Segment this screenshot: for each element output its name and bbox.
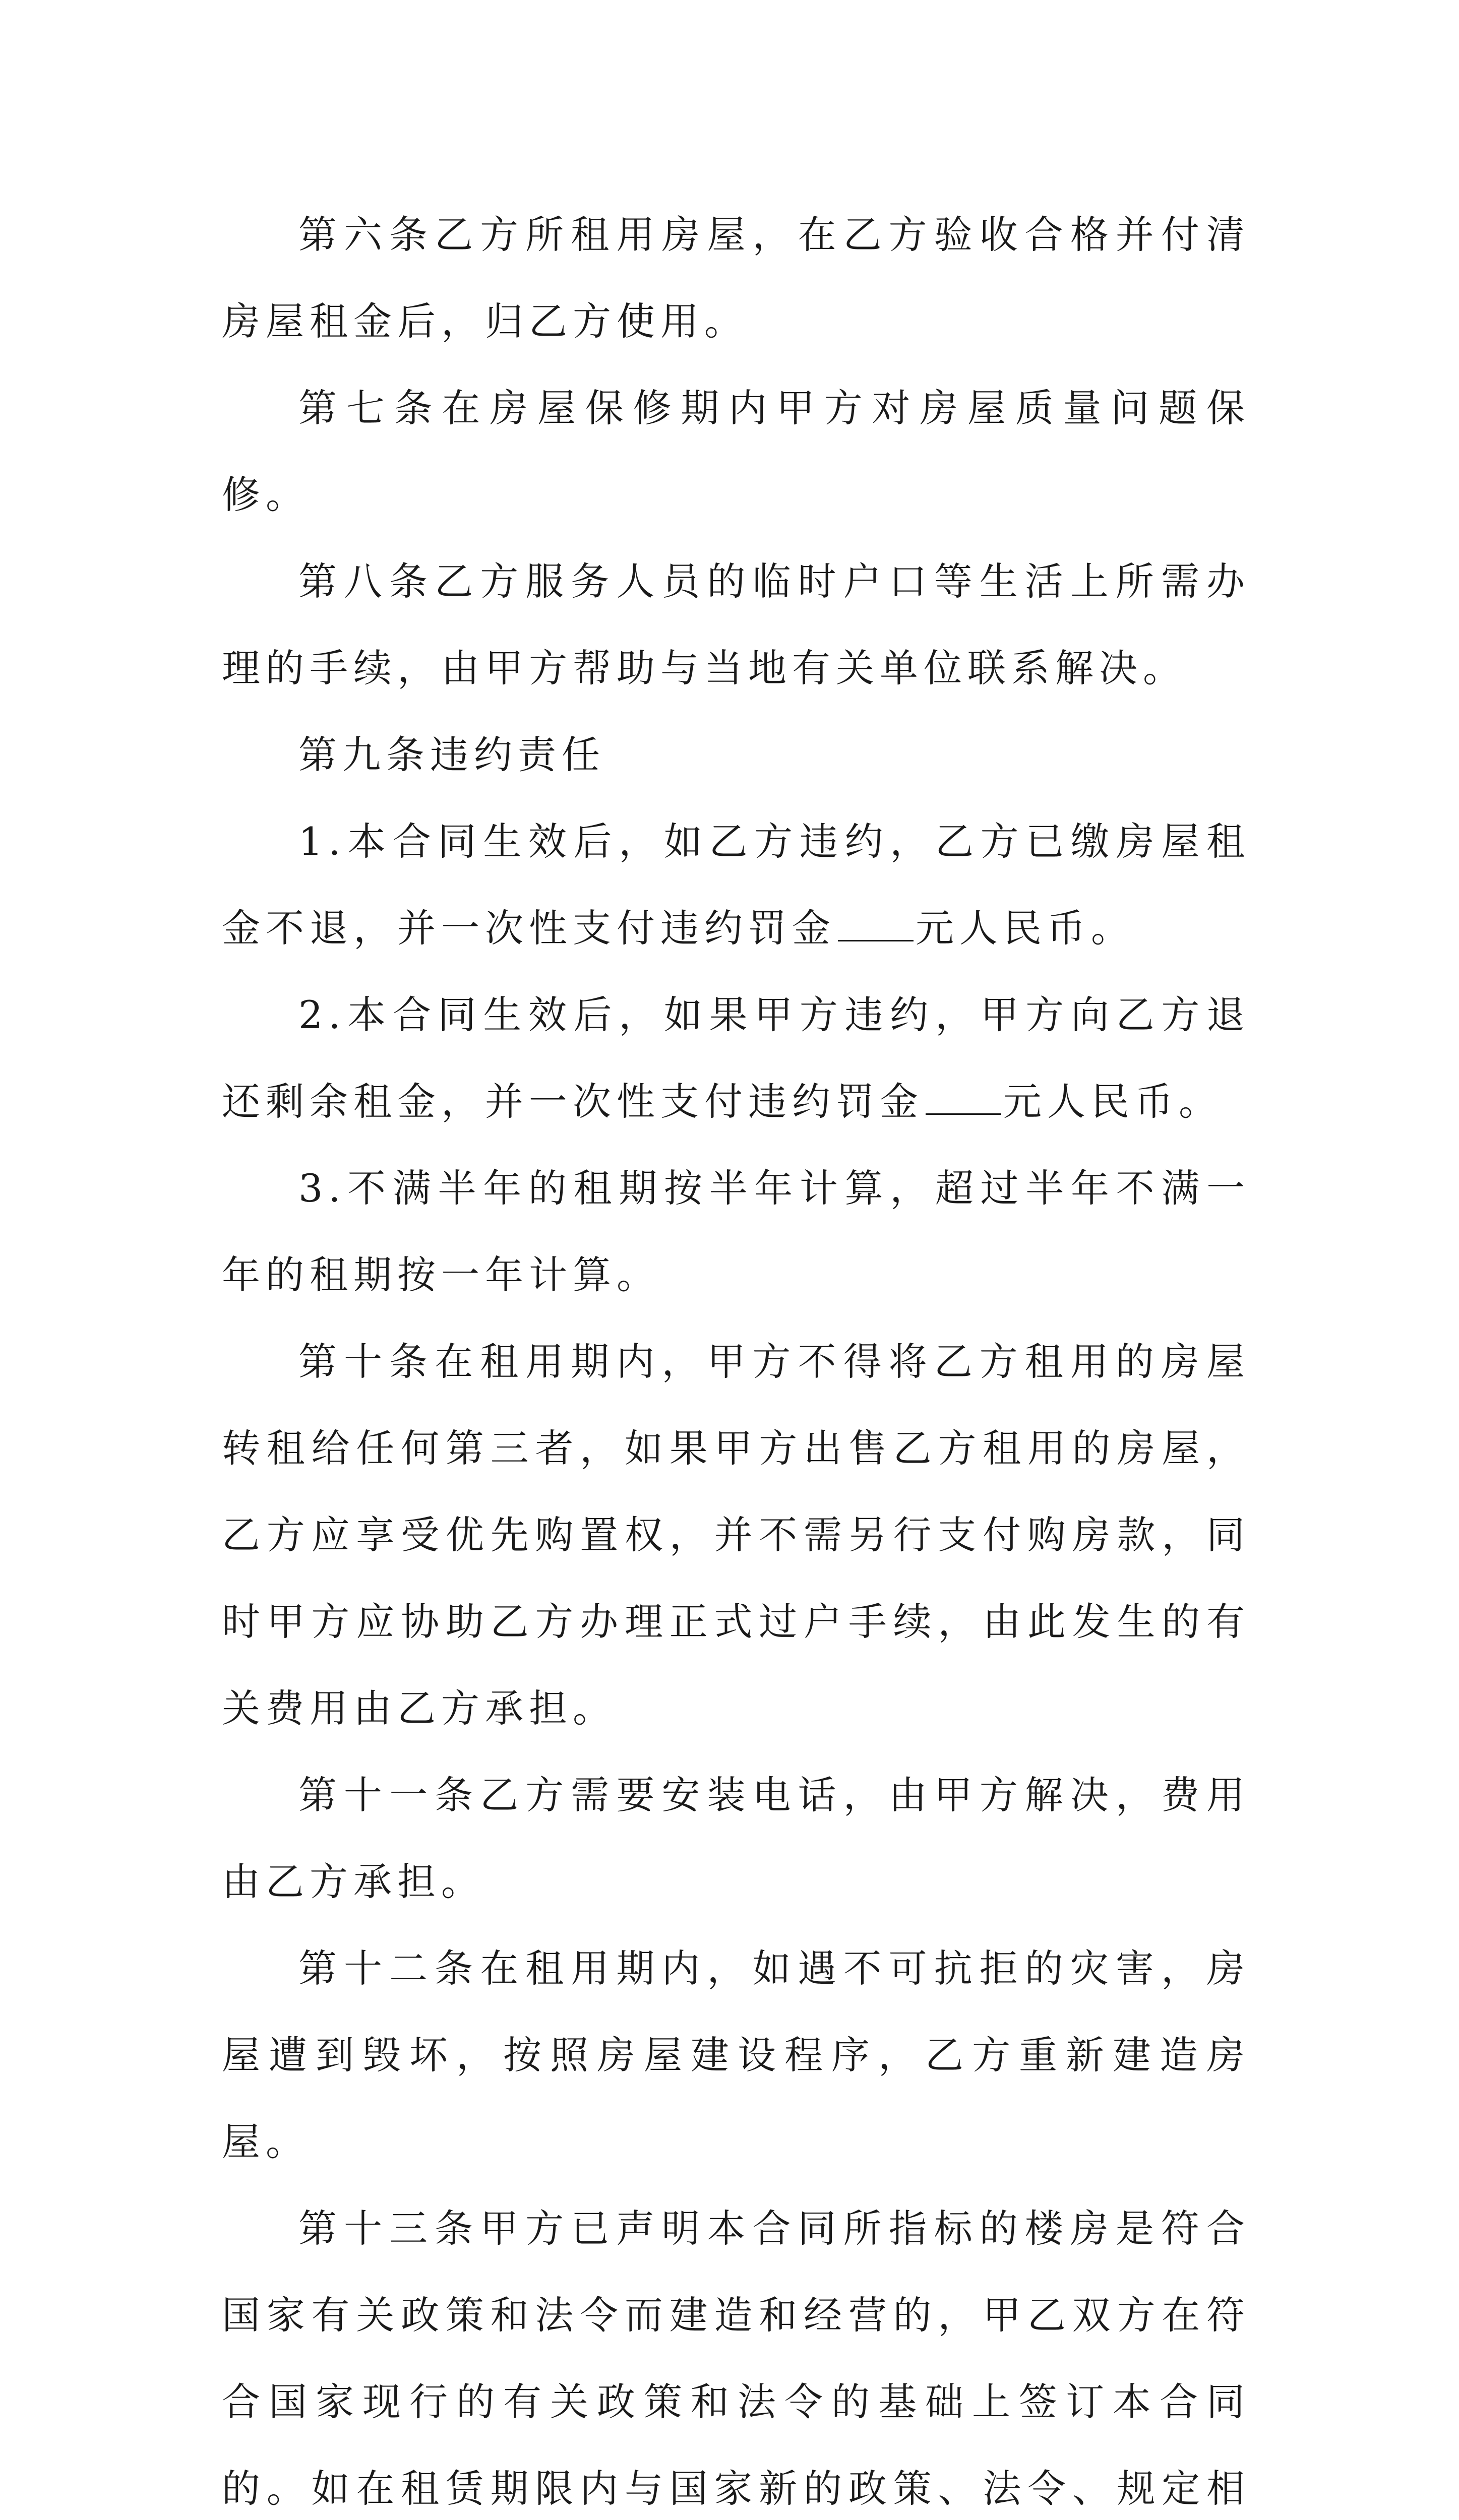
clause-9-item-1-text: 1.本合同生效后，如乙方违约，乙方已缴房屋租金不退，并一次性支付违约罚金: [222, 819, 1250, 951]
clause-10: 第十条在租用期内，甲方不得将乙方租用的房屋转租给任何第三者，如果甲方出售乙方租用的房屋，乙方应享受优先购置权，并不需另行支付购房款，同时甲方应协助乙方办理正式过户手续，由此发生的有关费用由乙方承担。: [222, 1339, 1250, 1731]
clause-8: 第八条乙方服务人员的临时户口等生活上所需办理的手续，由甲方帮助与当地有关单位联系解决。: [222, 559, 1250, 690]
clause-9-heading: 第九条违约责任: [298, 732, 605, 777]
clause-9-item-2-text: 2.本合同生效后，如果甲方违约，甲方向乙方退还剩余租金，并一次性支付违约罚金: [222, 992, 1250, 1124]
clause-12: 第十二条在租用期内，如遇不可抗拒的灾害，房屋遭到毁坏，按照房屋建设程序，乙方重新建造房屋。: [222, 1946, 1250, 2164]
clause-11: 第十一条乙方需要安装电话，由甲方解决，费用由乙方承担。: [222, 1773, 1250, 1904]
clause-9-item-2-unit: 元人民币。: [1003, 1079, 1223, 1124]
clause-6: 第六条乙方所租用房屋，在乙方验收合格并付清房屋租金后，归乙方使用。: [222, 212, 1250, 344]
clause-7: 第七条在房屋保修期内甲方对房屋质量问题保修。: [222, 386, 1250, 517]
clause-13: 第十三条甲方已声明本合同所指标的楼房是符合国家有关政策和法令而建造和经营的，甲乙双方在符合国家现行的有关政策和法令的基础上签订本合同的。如在租赁期限内与国家新的政策、法令、规定相: [222, 2206, 1250, 2511]
clause-9-item-1: [222, 798, 1250, 972]
penalty-blank-1: [838, 910, 914, 941]
document-body: [222, 192, 1250, 2520]
clause-9-item-2: [222, 972, 1250, 1145]
clause-9-item-3: 3.不满半年的租期按半年计算，超过半年不满一年的租期按一年计算。: [222, 1166, 1250, 1297]
penalty-blank-2: [926, 1083, 1001, 1115]
clause-9-item-1-unit: 元人民币。: [916, 906, 1135, 951]
